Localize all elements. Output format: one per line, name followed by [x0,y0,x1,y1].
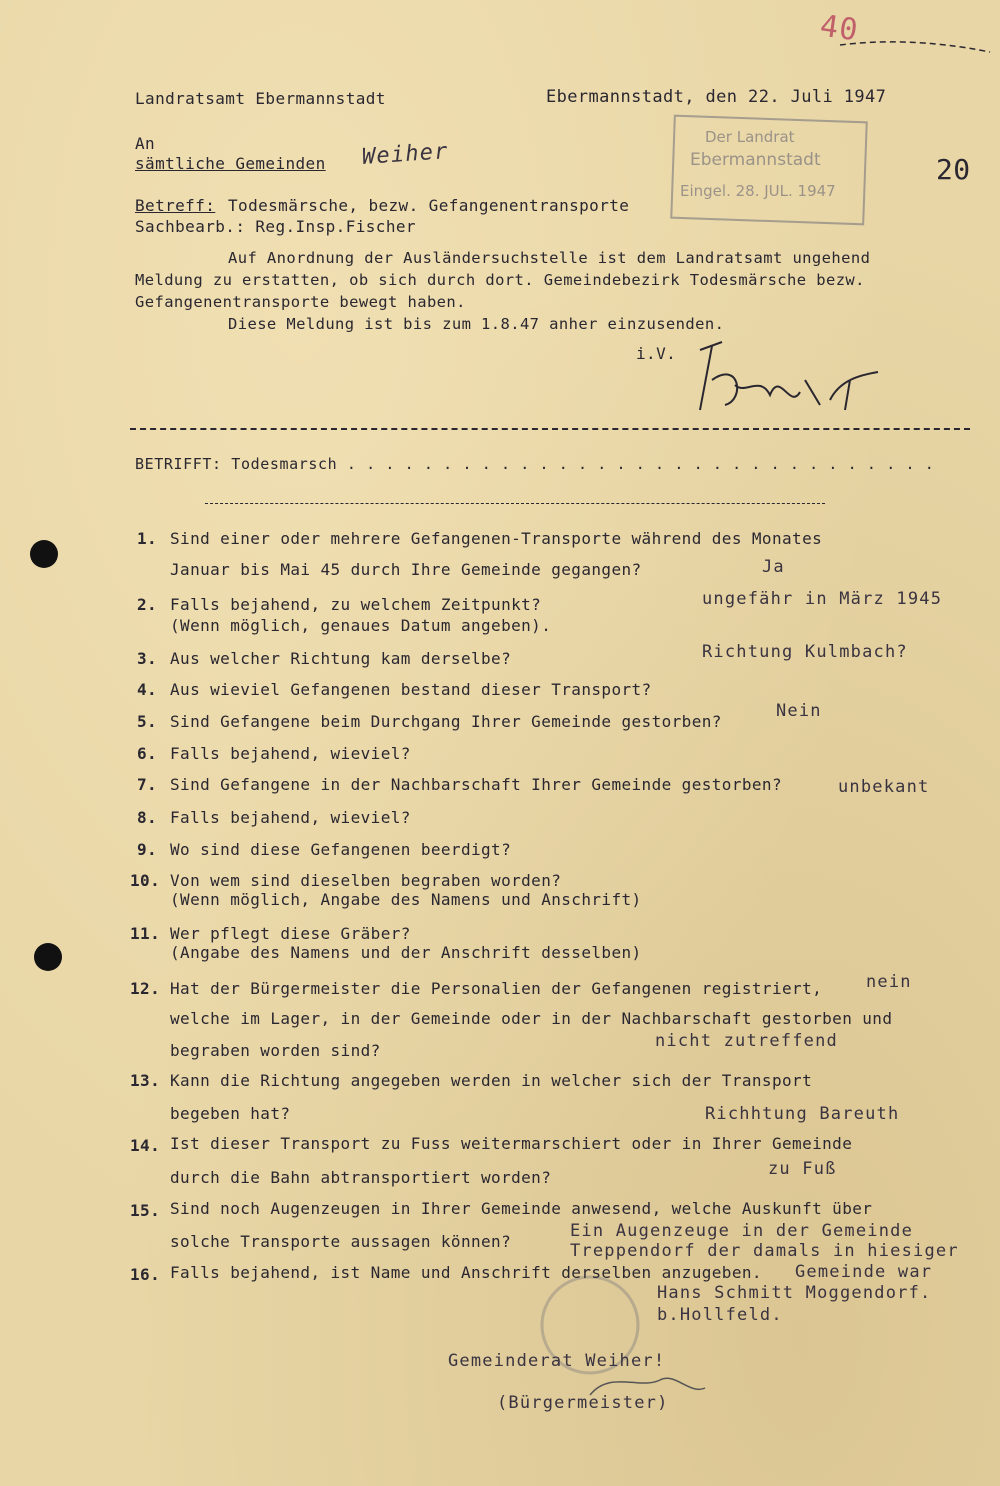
question-number: 7. [137,775,158,794]
answer-q12: nein [866,972,912,992]
question-text: Aus welcher Richtung kam derselbe? [170,649,512,668]
body-line-1: Auf Anordnung der Ausländersuchstelle ist dem Landratsamt ungehend [228,249,871,267]
answer-q7: unbekant [838,777,930,797]
question-number: 1. [137,529,158,548]
document-number: 20 [936,153,971,186]
corner-underline [840,42,990,52]
answer-q14: zu Fuß [768,1159,837,1179]
signature-mark [700,342,878,410]
question-text: (Wenn möglich, genaues Datum angeben). [170,616,552,635]
question-text: durch die Bahn abtransportiert worden? [170,1168,552,1187]
question-number: 10. [130,871,161,890]
answer-q3: Richtung Kulmbach? [702,642,908,662]
stamp-line-1: Der Landrat [705,128,795,146]
answer-q1: Ja [762,557,785,577]
form-title: BETRIFFT: Todesmarsch . . . . . . . . . . . . . . . . . . . . . . . . . . . . . . . [135,455,935,473]
handwritten-municipality: Weiher [361,139,450,170]
question-text: begraben worden sind? [170,1041,381,1060]
question-text: (Angabe des Namens und der Anschrift desselben) [170,943,642,962]
place-and-date: Ebermannstadt, den 22. Juli 1947 [546,87,887,107]
subject-text: Todesmärsche, bezw. Gefangenentransporte [228,196,630,215]
subject-label: Betreff: [135,196,216,215]
question-text: Sind einer oder mehrere Gefangenen-Transporte während des Monates [170,529,823,548]
question-text: solche Transporte aussagen können? [170,1232,512,1251]
section-separator [130,428,970,430]
signature-iv: i.V. [636,344,677,363]
stamp-received-date: Eingel. 28. JUL. 1947 [680,182,836,200]
question-number: 14. [130,1136,161,1155]
question-text: Falls bejahend, wieviel? [170,808,411,827]
question-text: Ist dieser Transport zu Fuss weitermarschiert oder in Ihrer Gemeinde [170,1134,853,1153]
question-text: welche im Lager, in der Gemeinde oder in der Nachbarschaft gestorben und [170,1009,893,1028]
clerk-line: Sachbearb.: Reg.Insp.Fischer [135,217,416,236]
question-text: Falls bejahend, zu welchem Zeitpunkt? [170,595,542,614]
question-number: 11. [130,924,161,943]
question-text: Kann die Richtung angegeben werden in welcher sich der Transport [170,1071,813,1090]
address-recipients: sämtliche Gemeinden [135,154,326,173]
question-text: (Wenn möglich, Angabe des Namens und Anschrift) [170,890,642,909]
answer-q16-line1: Gemeinde war [795,1262,933,1282]
answer-q16-line3: b.Hollfeld. [657,1305,783,1325]
question-text: begeben hat? [170,1104,291,1123]
stamp-line-2: Ebermannstadt [690,150,821,170]
question-number: 2. [137,595,158,614]
answer-q16-line2: Hans Schmitt Moggendorf. [657,1283,932,1303]
answer-q15-line2: Treppendorf der damals in hiesiger [570,1241,959,1261]
issuing-office: Landratsamt Ebermannstadt [135,89,386,108]
question-number: 8. [137,808,158,827]
question-text: Januar bis Mai 45 durch Ihre Gemeinde gegangen? [170,560,642,579]
question-text: Aus wieviel Gefangenen bestand dieser Transport? [170,680,652,699]
question-text: Sind noch Augenzeugen in Ihrer Gemeinde anwesend, welche Auskunft über [170,1199,873,1218]
question-number: 9. [137,840,158,859]
closing-role: (Bürgermeister) [497,1393,669,1413]
answer-q5: Nein [776,701,822,721]
question-number: 13. [130,1071,161,1090]
question-number: 16. [130,1265,161,1284]
question-text: Hat der Bürgermeister die Personalien der Gefangenen registriert, [170,979,823,998]
answer-q13: Richhtung Bareuth [705,1104,900,1124]
question-number: 15. [130,1201,161,1220]
question-number: 12. [130,979,161,998]
question-number: 4. [137,680,158,699]
address-to: An [135,134,156,153]
body-line-4: Diese Meldung ist bis zum 1.8.47 anher einzusenden. [228,315,725,333]
form-title-underline [205,503,825,504]
question-text: Sind Gefangene beim Durchgang Ihrer Gemeinde gestorben? [170,712,722,731]
body-line-3: Gefangenentransporte bewegt haben. [135,293,466,311]
question-number: 5. [137,712,158,731]
question-text: Wo sind diese Gefangenen beerdigt? [170,840,512,859]
question-text: Falls bejahend, ist Name und Anschrift derselben anzugeben. [170,1263,762,1282]
answer-q15-line1: Ein Augenzeuge in der Gemeinde [570,1221,914,1241]
question-text: Wer pflegt diese Gräber? [170,924,411,943]
question-number: 3. [137,649,158,668]
body-line-2: Meldung zu erstatten, ob sich durch dort. Gemeindebezirk Todesmärsche bezw. [135,271,865,289]
question-number: 6. [137,744,158,763]
question-text: Von wem sind dieselben begraben worden? [170,871,562,890]
question-text: Sind Gefangene in der Nachbarschaft Ihrer Gemeinde gestorben? [170,775,783,794]
closing-council: Gemeinderat Weiher! [448,1351,666,1371]
answer-q2: ungefähr in März 1945 [702,589,943,609]
corner-mark: 40 [817,8,861,49]
question-text: Falls bejahend, wieviel? [170,744,411,763]
answer-q12-note: nicht zutreffend [655,1031,838,1051]
